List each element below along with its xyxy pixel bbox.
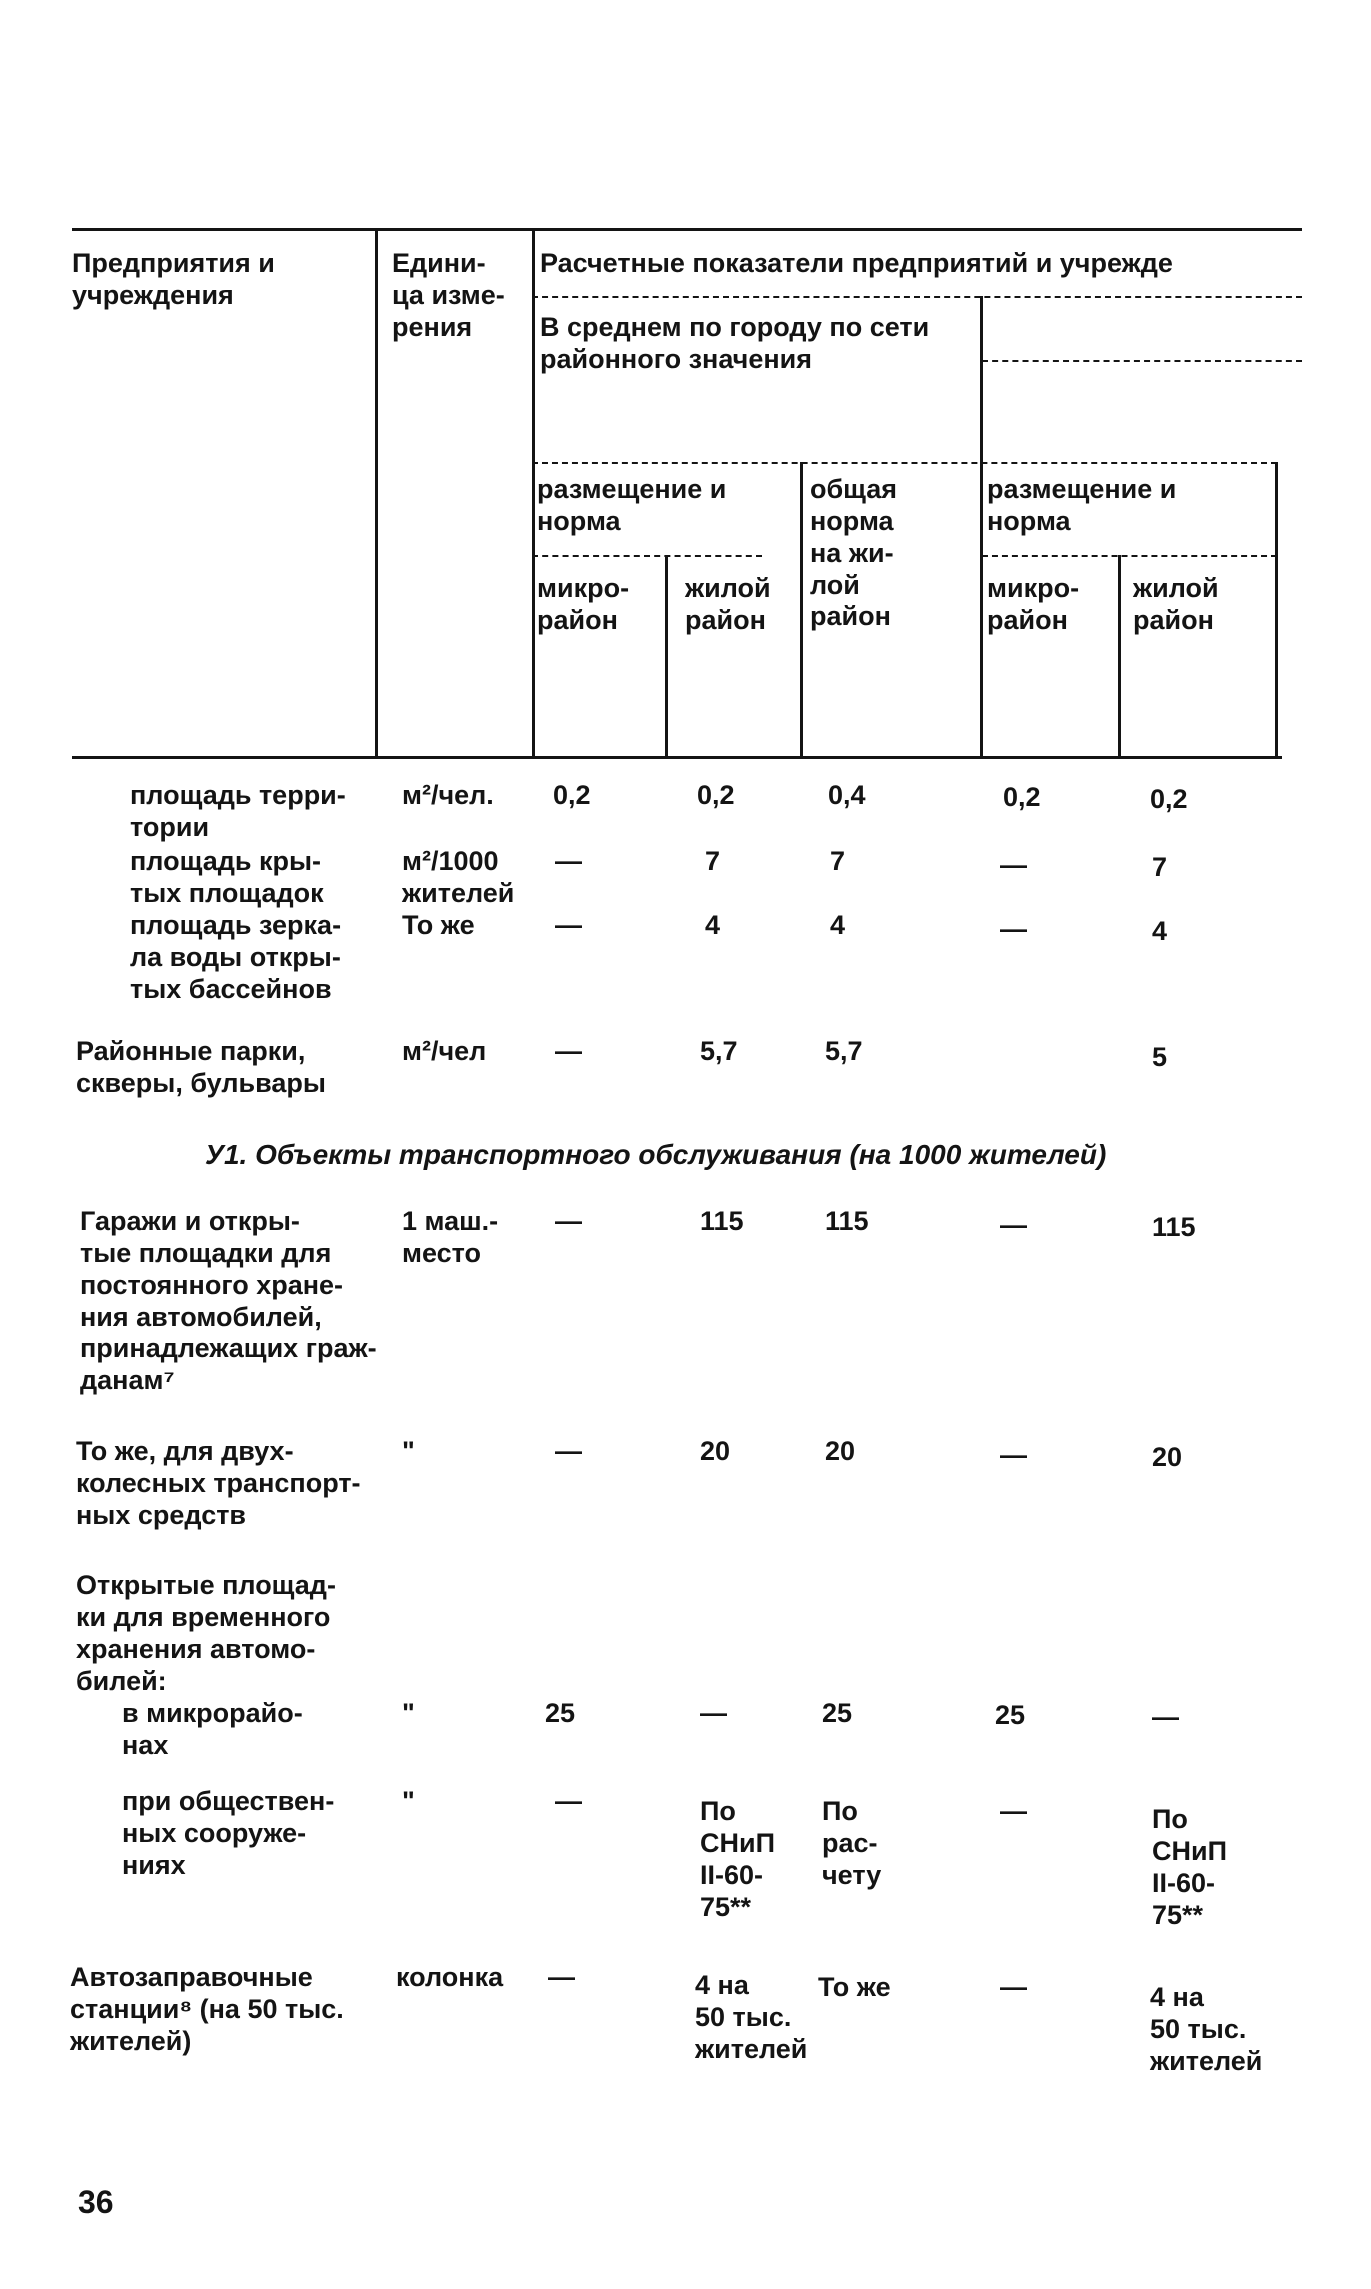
row-unit: м²/1000 жителей [402,846,515,908]
row-value: 4 [705,910,721,940]
row-value: 20 [700,1436,731,1466]
header-microdistrict-1: микро- район [537,573,630,635]
row-value: 4 на 50 тыс. жителей [695,1970,808,2064]
row-value: 5 [1152,1042,1168,1072]
col-divider-sub-1 [665,555,668,756]
row-value: 20 [825,1436,856,1466]
row-name: То же, для двух- колесных транспорт- ных средств [76,1436,361,1530]
row-value: — [555,846,582,876]
row-name: Гаражи и откры- тые площадки для постоянного хране- ния автомобилей, принадлежащих граж- данам⁷ [80,1206,377,1396]
row-value: — [555,1206,582,1236]
row-value: 115 [1152,1212,1196,1242]
row-value: — [1000,1796,1027,1826]
row-value: 0,2 [553,780,591,810]
header-rule-right-1 [982,360,1302,362]
row-value: 5,7 [700,1036,738,1066]
row-value: По СНиП II-60- 75** [700,1796,776,1922]
row-value: — [1000,914,1027,944]
col-divider-total [800,462,803,756]
row-value: 4 [1152,916,1168,946]
header-total-norm: общая норма на жи- лой район [810,474,898,632]
row-value: — [555,1436,582,1466]
row-unit: " [402,1436,415,1466]
row-value: — [1000,850,1027,880]
header-indicators: Расчетные показатели предприятий и учрежде [540,248,1173,278]
header-residential-1: жилой район [685,573,771,635]
col-divider-sub-2 [1118,555,1121,756]
header-rule-placement [532,462,1277,464]
row-name: Районные парки, скверы, бульвары [76,1036,326,1098]
header-placement-norm-2: размещение и норма [987,474,1177,536]
header-rule-sub-2 [982,555,1277,557]
header-residential-2: жилой район [1133,573,1219,635]
header-rule-sub-1 [532,555,762,557]
row-value: По рас- чету [822,1796,882,1890]
row-value: По СНиП II-60- 75** [1152,1804,1228,1930]
row-unit: 1 маш.- место [402,1206,499,1268]
col-divider-indicators [532,228,535,756]
row-unit: м²/чел. [402,780,494,810]
row-value: 25 [822,1698,853,1728]
row-value: 0,2 [1150,784,1188,814]
row-value: 4 на 50 тыс. жителей [1150,1982,1263,2076]
header-rule-indicators [532,296,1302,298]
row-value: 4 [830,910,846,940]
row-name: площадь терри- тории [130,780,346,842]
row-value: — [1152,1702,1179,1732]
row-name: Открытые площад- ки для временного хранения автомо- билей: [76,1570,336,1696]
row-name: площадь кры- тых площадок [130,846,324,908]
row-unit: " [402,1698,415,1728]
header-enterprise: Предприятия и учреждения [72,248,275,310]
table-top-rule [72,228,1302,231]
section-title: У1. Объекты транспортного обслуживания (на 1000 жителей) [205,1139,1107,1170]
row-value: — [1000,1972,1027,2002]
row-value: 0,2 [697,780,735,810]
row-value: — [555,1036,582,1066]
row-value: 115 [700,1206,744,1236]
row-unit: м²/чел [402,1036,487,1066]
row-value: — [1000,1440,1027,1470]
page-number: 36 [78,2184,114,2220]
row-name: в микрорайо- нах [122,1698,303,1760]
header-placement-norm-1: размещение и норма [537,474,727,536]
header-unit: Едини- ца изме- рения [392,248,505,342]
row-value: 0,2 [1003,782,1041,812]
row-value: — [700,1698,727,1728]
row-name: Автозаправочные станции⁸ (на 50 тыс. жителей) [70,1962,344,2056]
col-divider-right [980,296,983,756]
row-unit: " [402,1786,415,1816]
row-unit: То же [402,910,475,940]
row-value: — [555,910,582,940]
header-city-average: В среднем по городу по сети районного значения [540,312,930,374]
header-microdistrict-2: микро- район [987,573,1080,635]
row-value: 20 [1152,1442,1183,1472]
row-value: — [555,1786,582,1816]
row-value: — [548,1962,575,1992]
header-bottom-rule [72,756,1282,759]
row-value: 7 [705,846,721,876]
row-value: 25 [545,1698,576,1728]
row-value: 5,7 [825,1036,863,1066]
row-value: 25 [995,1700,1026,1730]
row-name: площадь зерка- ла воды откры- тых бассейнов [130,910,342,1004]
row-value: 115 [825,1206,869,1236]
row-value: То же [818,1972,891,2002]
row-value: 0,4 [828,780,866,810]
row-value: 7 [830,846,846,876]
col-divider-edge [1275,462,1278,756]
row-value: — [1000,1210,1027,1240]
row-unit: колонка [396,1962,504,1992]
col-divider-unit [375,228,378,756]
row-name: при обществен- ных сооруже- ниях [122,1786,335,1880]
row-value: 7 [1152,852,1168,882]
